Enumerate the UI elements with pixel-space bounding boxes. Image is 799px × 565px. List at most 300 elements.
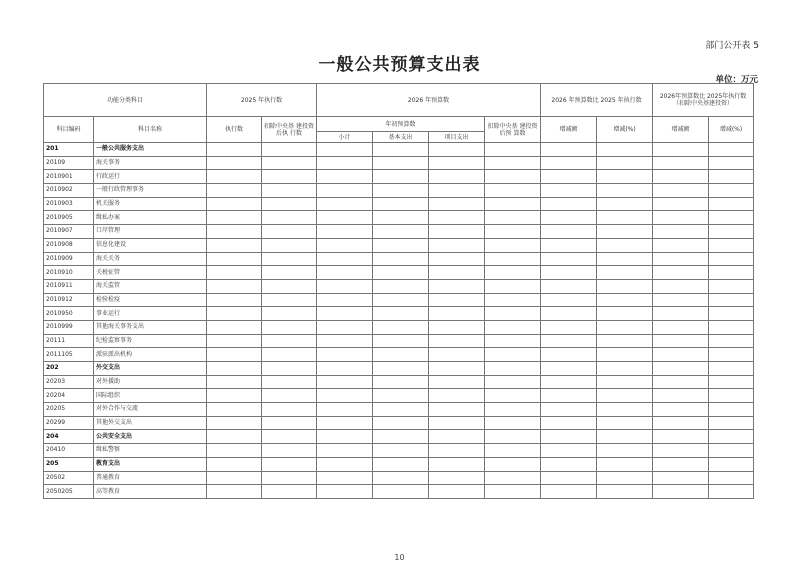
subject-code-cell: 20203	[44, 375, 94, 389]
value-cell	[262, 430, 317, 444]
value-cell	[429, 457, 485, 471]
project-exp-header: 项目支出	[429, 132, 485, 143]
value-cell	[429, 225, 485, 239]
subject-name-cell: 教育支出	[94, 457, 207, 471]
value-cell	[429, 320, 485, 334]
table-row	[44, 471, 754, 485]
value-cell	[262, 362, 317, 376]
value-cell	[709, 444, 754, 458]
value-cell	[541, 156, 597, 170]
subject-code-cell: 2010903	[44, 197, 94, 211]
value-cell	[429, 403, 485, 417]
value-cell	[429, 485, 485, 499]
value-cell	[653, 430, 709, 444]
value-cell	[709, 197, 754, 211]
value-cell	[709, 211, 754, 225]
value-cell	[207, 334, 262, 348]
value-cell	[429, 334, 485, 348]
value-cell	[653, 348, 709, 362]
value-cell	[709, 375, 754, 389]
value-cell	[373, 320, 429, 334]
value-cell	[485, 334, 541, 348]
value-cell	[373, 348, 429, 362]
subject-name-cell: 派驻派出机构	[94, 348, 207, 362]
value-cell	[373, 293, 429, 307]
value-cell	[262, 416, 317, 430]
category-row	[44, 457, 754, 471]
subject-name-cell: 其他外交支出	[94, 416, 207, 430]
value-cell	[709, 170, 754, 184]
change-pct-2-header: 增减(%)	[709, 117, 754, 143]
value-cell	[653, 362, 709, 376]
value-cell	[262, 320, 317, 334]
value-cell	[653, 416, 709, 430]
value-cell	[317, 184, 373, 198]
value-cell	[207, 266, 262, 280]
table-row	[44, 375, 754, 389]
subject-name-cell: 海关事务	[94, 156, 207, 170]
value-cell	[485, 389, 541, 403]
value-cell	[597, 225, 653, 239]
value-cell	[709, 471, 754, 485]
subject-code-cell: 2010910	[44, 266, 94, 280]
value-cell	[317, 348, 373, 362]
value-cell	[207, 375, 262, 389]
value-cell	[317, 362, 373, 376]
value-cell	[373, 375, 429, 389]
value-cell	[207, 156, 262, 170]
value-cell	[317, 471, 373, 485]
subject-code-cell: 204	[44, 430, 94, 444]
value-cell	[653, 143, 709, 157]
value-cell	[485, 170, 541, 184]
table-row	[44, 156, 754, 170]
value-cell	[597, 430, 653, 444]
value-cell	[373, 238, 429, 252]
value-cell	[597, 307, 653, 321]
value-cell	[541, 444, 597, 458]
value-cell	[485, 156, 541, 170]
value-cell	[485, 403, 541, 417]
value-cell	[709, 266, 754, 280]
category-row	[44, 430, 754, 444]
table-row	[44, 485, 754, 499]
value-cell	[373, 471, 429, 485]
value-cell	[207, 362, 262, 376]
value-cell	[709, 225, 754, 239]
value-cell	[541, 211, 597, 225]
func-class-header: 功能分类科目	[44, 84, 207, 117]
value-cell	[485, 252, 541, 266]
value-cell	[373, 266, 429, 280]
table-header	[44, 84, 754, 143]
value-cell	[262, 485, 317, 499]
subject-name-cell: 缉私警察	[94, 444, 207, 458]
exec-excl-header: 扣除中央基 建投资后执 行数	[262, 117, 317, 143]
table-row	[44, 238, 754, 252]
value-cell	[262, 252, 317, 266]
value-cell	[317, 252, 373, 266]
table-row	[44, 211, 754, 225]
value-cell	[429, 389, 485, 403]
value-cell	[429, 238, 485, 252]
value-cell	[429, 252, 485, 266]
value-cell	[429, 211, 485, 225]
budget-table	[43, 83, 754, 499]
subject-code-cell: 20111	[44, 334, 94, 348]
value-cell	[485, 485, 541, 499]
subject-code-cell: 2010908	[44, 238, 94, 252]
value-cell	[541, 403, 597, 417]
subject-name-cell: 高等教育	[94, 485, 207, 499]
table-row	[44, 320, 754, 334]
value-cell	[485, 211, 541, 225]
value-cell	[597, 416, 653, 430]
value-cell	[709, 389, 754, 403]
value-cell	[317, 293, 373, 307]
value-cell	[709, 293, 754, 307]
subject-code-cell: 202	[44, 362, 94, 376]
value-cell	[541, 348, 597, 362]
value-cell	[373, 430, 429, 444]
value-cell	[597, 293, 653, 307]
value-cell	[597, 444, 653, 458]
value-cell	[429, 375, 485, 389]
value-cell	[597, 403, 653, 417]
subject-code-header: 科目编码	[44, 117, 94, 143]
page-title: 一般公共预算支出表	[318, 55, 481, 75]
value-cell	[207, 320, 262, 334]
value-cell	[429, 471, 485, 485]
value-cell	[317, 170, 373, 184]
initial-budget-header: 年初预算数	[317, 117, 485, 132]
subject-name-cell: 外交支出	[94, 362, 207, 376]
value-cell	[541, 362, 597, 376]
value-cell	[207, 170, 262, 184]
subject-code-cell: 2010912	[44, 293, 94, 307]
subject-name-cell: 检验检疫	[94, 293, 207, 307]
value-cell	[262, 211, 317, 225]
value-cell	[317, 238, 373, 252]
table-body	[44, 143, 754, 499]
value-cell	[373, 485, 429, 499]
value-cell	[373, 143, 429, 157]
value-cell	[485, 143, 541, 157]
value-cell	[709, 184, 754, 198]
value-cell	[653, 252, 709, 266]
value-cell	[429, 348, 485, 362]
compare-excl-header: 2026年预算数比 2025年执行数 （扣除中央基建投资）	[653, 84, 754, 117]
value-cell	[709, 156, 754, 170]
subject-code-cell: 2011105	[44, 348, 94, 362]
value-cell	[429, 293, 485, 307]
value-cell	[373, 279, 429, 293]
value-cell	[653, 485, 709, 499]
table-row	[44, 334, 754, 348]
value-cell	[653, 170, 709, 184]
value-cell	[262, 266, 317, 280]
value-cell	[207, 307, 262, 321]
value-cell	[597, 170, 653, 184]
value-cell	[262, 238, 317, 252]
value-cell	[597, 375, 653, 389]
table-row	[44, 348, 754, 362]
value-cell	[653, 211, 709, 225]
value-cell	[485, 430, 541, 444]
value-cell	[653, 225, 709, 239]
subject-code-cell: 2050205	[44, 485, 94, 499]
subject-name-cell: 公共安全支出	[94, 430, 207, 444]
exec-amount-header: 执行数	[207, 117, 262, 143]
value-cell	[262, 197, 317, 211]
value-cell	[373, 225, 429, 239]
value-cell	[597, 471, 653, 485]
value-cell	[429, 143, 485, 157]
change-pct-header: 增减(%)	[597, 117, 653, 143]
value-cell	[485, 225, 541, 239]
subject-name-cell: 口岸管理	[94, 225, 207, 239]
value-cell	[709, 143, 754, 157]
value-cell	[317, 143, 373, 157]
document-label: 部门公开表 5	[705, 41, 759, 51]
value-cell	[262, 156, 317, 170]
value-cell	[485, 457, 541, 471]
value-cell	[541, 184, 597, 198]
value-cell	[653, 444, 709, 458]
value-cell	[207, 225, 262, 239]
subject-code-cell: 205	[44, 457, 94, 471]
value-cell	[373, 184, 429, 198]
value-cell	[373, 211, 429, 225]
value-cell	[317, 430, 373, 444]
subject-name-cell: 关税征管	[94, 266, 207, 280]
subject-code-cell: 20502	[44, 471, 94, 485]
value-cell	[653, 293, 709, 307]
value-cell	[541, 143, 597, 157]
value-cell	[262, 184, 317, 198]
value-cell	[485, 307, 541, 321]
value-cell	[709, 334, 754, 348]
value-cell	[207, 293, 262, 307]
value-cell	[429, 266, 485, 280]
subject-name-cell: 对外援助	[94, 375, 207, 389]
subject-name-cell: 海关关务	[94, 252, 207, 266]
value-cell	[597, 362, 653, 376]
subject-name-cell: 一般公共服务支出	[94, 143, 207, 157]
subject-code-cell: 2010901	[44, 170, 94, 184]
value-cell	[709, 485, 754, 499]
value-cell	[373, 444, 429, 458]
subject-code-cell: 20299	[44, 416, 94, 430]
unit-label: 单位：万元	[715, 75, 758, 85]
subject-code-cell: 201	[44, 143, 94, 157]
value-cell	[541, 471, 597, 485]
value-cell	[709, 238, 754, 252]
value-cell	[317, 389, 373, 403]
value-cell	[373, 197, 429, 211]
value-cell	[373, 457, 429, 471]
budget-2026-header: 2026 年预算数	[317, 84, 541, 117]
value-cell	[262, 471, 317, 485]
value-cell	[597, 334, 653, 348]
value-cell	[262, 444, 317, 458]
value-cell	[597, 320, 653, 334]
value-cell	[317, 266, 373, 280]
value-cell	[485, 293, 541, 307]
subject-name-cell: 海关监管	[94, 279, 207, 293]
value-cell	[262, 457, 317, 471]
subject-code-cell: 2010950	[44, 307, 94, 321]
value-cell	[653, 156, 709, 170]
value-cell	[262, 375, 317, 389]
value-cell	[597, 279, 653, 293]
table-row	[44, 444, 754, 458]
value-cell	[597, 389, 653, 403]
value-cell	[373, 334, 429, 348]
subject-name-cell: 普通教育	[94, 471, 207, 485]
subject-name-cell: 行政运行	[94, 170, 207, 184]
subject-name-cell: 其他海关事务支出	[94, 320, 207, 334]
subject-name-cell: 信息化建设	[94, 238, 207, 252]
table-row	[44, 170, 754, 184]
value-cell	[597, 197, 653, 211]
value-cell	[653, 403, 709, 417]
table-row	[44, 252, 754, 266]
value-cell	[207, 143, 262, 157]
value-cell	[541, 225, 597, 239]
value-cell	[653, 279, 709, 293]
value-cell	[597, 238, 653, 252]
subject-name-cell: 事业运行	[94, 307, 207, 321]
value-cell	[485, 197, 541, 211]
category-row	[44, 143, 754, 157]
value-cell	[262, 225, 317, 239]
table-row	[44, 197, 754, 211]
change-amount-2-header: 增减额	[653, 117, 709, 143]
value-cell	[317, 211, 373, 225]
value-cell	[317, 320, 373, 334]
value-cell	[653, 184, 709, 198]
value-cell	[317, 375, 373, 389]
subtotal-header: 小计	[317, 132, 373, 143]
value-cell	[207, 471, 262, 485]
value-cell	[317, 307, 373, 321]
value-cell	[207, 197, 262, 211]
table-row	[44, 225, 754, 239]
value-cell	[373, 403, 429, 417]
value-cell	[541, 293, 597, 307]
value-cell	[262, 307, 317, 321]
value-cell	[207, 211, 262, 225]
value-cell	[317, 279, 373, 293]
value-cell	[541, 334, 597, 348]
value-cell	[597, 457, 653, 471]
value-cell	[429, 444, 485, 458]
value-cell	[317, 457, 373, 471]
value-cell	[597, 266, 653, 280]
value-cell	[317, 485, 373, 499]
subject-code-cell: 2010911	[44, 279, 94, 293]
value-cell	[207, 416, 262, 430]
value-cell	[207, 444, 262, 458]
value-cell	[653, 197, 709, 211]
value-cell	[709, 416, 754, 430]
basic-exp-header: 基本支出	[373, 132, 429, 143]
value-cell	[207, 238, 262, 252]
value-cell	[653, 471, 709, 485]
value-cell	[429, 416, 485, 430]
subject-code-cell: 2010907	[44, 225, 94, 239]
value-cell	[207, 457, 262, 471]
value-cell	[541, 170, 597, 184]
value-cell	[597, 485, 653, 499]
value-cell	[373, 156, 429, 170]
value-cell	[207, 184, 262, 198]
value-cell	[429, 156, 485, 170]
value-cell	[429, 184, 485, 198]
value-cell	[653, 307, 709, 321]
value-cell	[429, 197, 485, 211]
value-cell	[485, 320, 541, 334]
value-cell	[653, 389, 709, 403]
budget-excl-header: 扣除中央基 建投资后预 算数	[485, 117, 541, 143]
value-cell	[541, 279, 597, 293]
table-row	[44, 293, 754, 307]
value-cell	[429, 170, 485, 184]
value-cell	[262, 293, 317, 307]
value-cell	[262, 170, 317, 184]
value-cell	[653, 334, 709, 348]
value-cell	[485, 266, 541, 280]
value-cell	[653, 238, 709, 252]
value-cell	[541, 389, 597, 403]
compare-header: 2026 年预算数比 2025 年执行数	[541, 84, 653, 117]
table-row	[44, 184, 754, 198]
subject-code-cell: 20205	[44, 403, 94, 417]
value-cell	[485, 238, 541, 252]
value-cell	[262, 348, 317, 362]
value-cell	[207, 279, 262, 293]
subject-name-header: 科目名称	[94, 117, 207, 143]
value-cell	[709, 362, 754, 376]
value-cell	[541, 238, 597, 252]
value-cell	[373, 416, 429, 430]
value-cell	[262, 334, 317, 348]
value-cell	[597, 348, 653, 362]
subject-name-cell: 纪检监察事务	[94, 334, 207, 348]
value-cell	[541, 430, 597, 444]
value-cell	[597, 143, 653, 157]
subject-code-cell: 20109	[44, 156, 94, 170]
table-row	[44, 416, 754, 430]
value-cell	[429, 279, 485, 293]
subject-code-cell: 20410	[44, 444, 94, 458]
value-cell	[485, 279, 541, 293]
value-cell	[373, 170, 429, 184]
page-number: 10	[394, 553, 405, 562]
value-cell	[485, 416, 541, 430]
value-cell	[317, 156, 373, 170]
value-cell	[207, 348, 262, 362]
value-cell	[485, 471, 541, 485]
value-cell	[709, 403, 754, 417]
value-cell	[653, 266, 709, 280]
subject-code-cell: 2010902	[44, 184, 94, 198]
value-cell	[207, 403, 262, 417]
value-cell	[709, 348, 754, 362]
value-cell	[597, 252, 653, 266]
subject-name-cell: 一般行政管理事务	[94, 184, 207, 198]
